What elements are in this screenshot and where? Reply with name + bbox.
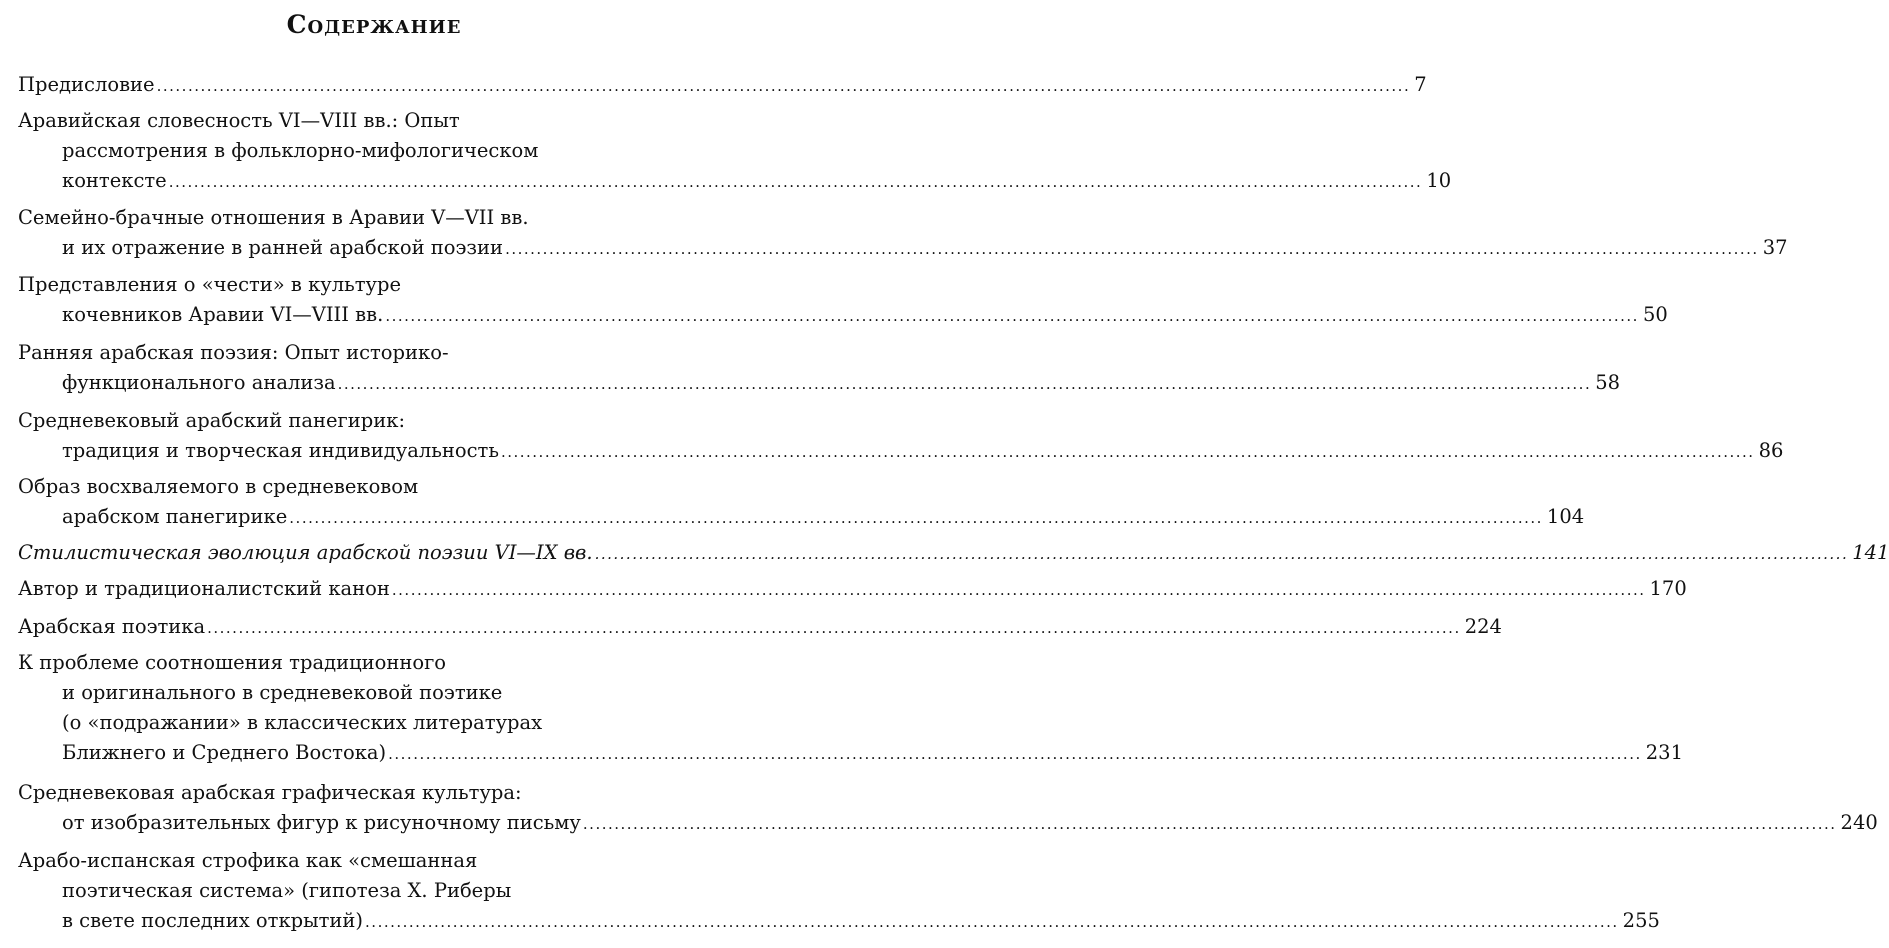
toc-entry-line xyxy=(62,300,1668,330)
toc-entry-line xyxy=(18,106,460,136)
toc-entry-title: Представления о «чести» в культуре xyxy=(18,273,402,296)
dot-leader: ........................................................................................................................................................................................................ xyxy=(289,509,1543,527)
toc-entry-title: и их отражение в ранней арабской поэзии xyxy=(62,236,504,259)
page-number: 141 xyxy=(1852,541,1889,564)
toc-entry-title: в свете последних открытий) xyxy=(62,909,364,932)
dot-leader: ........................................................................................................................................................................................................ xyxy=(505,240,1759,258)
dot-leader: ........................................................................................................................................................................................................ xyxy=(388,745,1642,763)
toc-entry-line xyxy=(62,708,542,738)
toc-entry-title: Стилистическая эволюция арабской поэзии VI—IX вв. xyxy=(18,541,593,564)
page-number: 170 xyxy=(1649,577,1687,600)
toc-entry-line xyxy=(18,648,446,678)
toc-entry-title: от изобразительных фигур к рисуночному письму xyxy=(62,811,581,834)
page-number: 10 xyxy=(1426,169,1452,192)
page-number: 255 xyxy=(1622,909,1660,932)
toc-entry-line xyxy=(62,738,1683,768)
page-number: 231 xyxy=(1645,741,1683,764)
toc-entry-title: кочевников Аравии VI—VIII вв. xyxy=(62,303,384,326)
toc-entry-line xyxy=(18,406,405,436)
dot-leader: ........................................................................................................................................................................................................ xyxy=(582,815,1837,833)
toc-entry-line xyxy=(62,906,1660,936)
dot-leader: ........................................................................................................................................................................................................ xyxy=(207,619,1461,637)
toc-entry-line xyxy=(62,502,1585,532)
toc-entry-title: Семейно-брачные отношения в Аравии V—VII вв. xyxy=(18,206,529,229)
toc-entry-title: Аравийская словесность VI—VIII вв.: Опыт xyxy=(18,109,460,132)
toc-entry-title: Ближнего и Среднего Востока) xyxy=(62,741,387,764)
dot-leader: ........................................................................................................................................................................................................ xyxy=(500,443,1755,461)
toc-entry-line xyxy=(18,574,1687,604)
toc-entry-title: Предисловие xyxy=(18,73,155,96)
toc-entry-title: Автор и традиционалистский канон xyxy=(18,577,390,600)
dot-leader: ........................................................................................................................................................................................................ xyxy=(337,375,1592,393)
dot-leader: ........................................................................................................................................................................................................ xyxy=(168,173,1423,191)
dot-leader: ........................................................................................................................................................................................................ xyxy=(391,581,1646,599)
toc-entry-line xyxy=(62,876,511,906)
toc-entry-title: Образ восхваляемого в средневековом xyxy=(18,475,419,498)
toc-entry-title: Средневековый арабский панегирик: xyxy=(18,409,406,432)
page-number: 7 xyxy=(1414,73,1427,96)
toc-entry-title: поэтическая система» (гипотеза Х. Риберы xyxy=(62,879,512,902)
page-number: 37 xyxy=(1762,236,1788,259)
toc-entry-line xyxy=(18,70,1427,100)
toc-entry-title: Средневековая арабская графическая культура: xyxy=(18,781,522,804)
dot-leader: ........................................................................................................................................................................................................ xyxy=(156,77,1411,95)
toc-entry-line xyxy=(18,778,522,808)
toc-entry-title: и оригинального в средневековой поэтике xyxy=(62,681,503,704)
toc-entry-line xyxy=(62,678,502,708)
toc-entry-title: функционального анализа xyxy=(62,371,336,394)
toc-entry-line xyxy=(18,846,477,876)
page-number: 50 xyxy=(1642,303,1668,326)
toc-entry-line xyxy=(62,368,1621,398)
toc-entry-line xyxy=(62,808,1878,838)
page-number: 86 xyxy=(1758,439,1784,462)
page-title: Содержание xyxy=(286,10,462,39)
toc-entry-line xyxy=(18,538,1889,568)
toc-entry-line xyxy=(62,233,1788,263)
toc-entry-line xyxy=(18,203,529,233)
toc-entry-line xyxy=(18,612,1502,642)
toc-entry-line xyxy=(18,338,449,368)
toc-entry-title: (о «подражании» в классических литературах xyxy=(62,711,543,734)
toc-entry-title: К проблеме соотношения традиционного xyxy=(18,651,447,674)
page-number: 224 xyxy=(1464,615,1502,638)
toc-entry-line xyxy=(62,436,1784,466)
toc-entry-title: Арабская поэтика xyxy=(18,615,206,638)
dot-leader: ........................................................................................................................................................................................................ xyxy=(365,913,1619,931)
toc-entry-title: Ранняя арабская поэзия: Опыт историко- xyxy=(18,341,449,364)
page-number: 240 xyxy=(1840,811,1878,834)
page-number: 104 xyxy=(1546,505,1585,528)
toc-entry-title: Арабо-испанская строфика как «смешанная xyxy=(18,849,478,872)
toc-entry-line xyxy=(18,270,401,300)
dot-leader: ........................................................................................................................................................................................................ xyxy=(385,307,1639,325)
toc-entry-line xyxy=(62,166,1452,196)
dot-leader: ........................................................................................................................................................................................................ xyxy=(594,545,1849,563)
toc-entry-title: контексте xyxy=(62,169,167,192)
toc-entry-title: арабском панегирике xyxy=(62,505,288,528)
toc-entry-title: традиция и творческая индивидуальность xyxy=(62,439,499,462)
page-number: 58 xyxy=(1595,371,1621,394)
toc-entry-line xyxy=(18,472,418,502)
toc-entry-line xyxy=(62,136,538,166)
toc-entry-title: рассмотрения в фольклорно-мифологическом xyxy=(62,139,539,162)
